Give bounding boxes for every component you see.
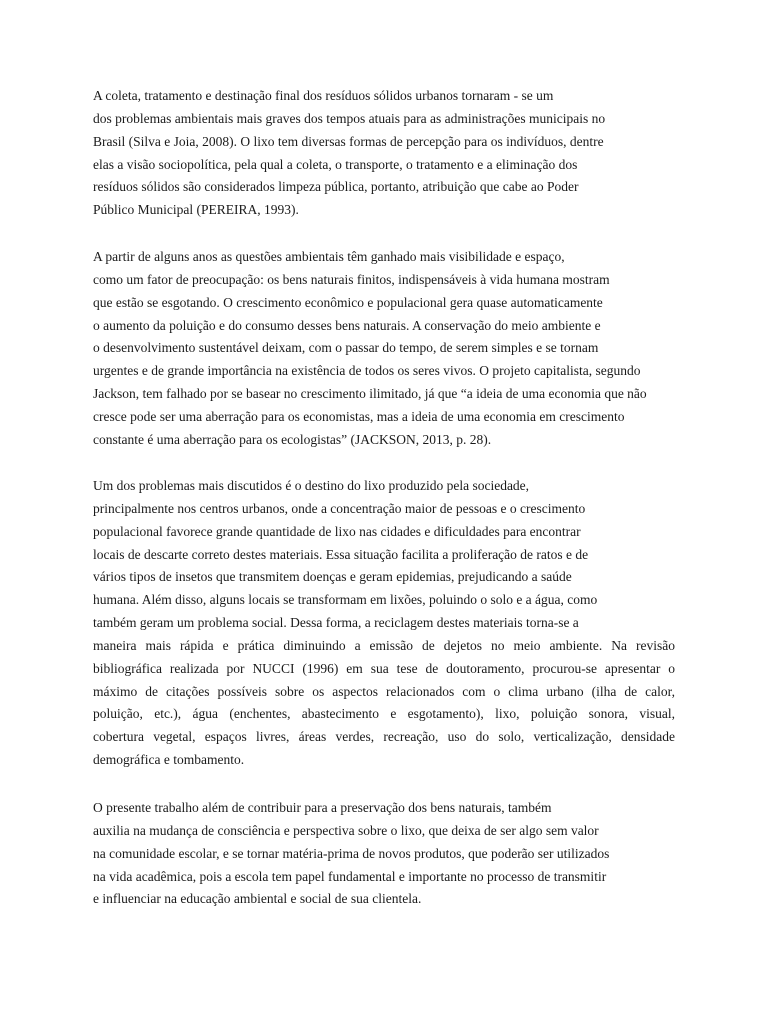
paragraph-2 <box>93 246 675 452</box>
text-line: A coleta, tratamento e destinação final dos resíduos sólidos urbanos tornaram - se um <box>93 88 554 103</box>
text-line: o aumento da poluição e do consumo desses bens naturais. A conservação do meio ambiente e <box>93 317 601 333</box>
text-line: urgentes e de grande importância na existência de todos os seres vivos. O projeto capitalista, segundo <box>93 363 641 379</box>
text-line: principalmente nos centros urbanos, onde a concentração maior de pessoas e o crescimento <box>93 500 586 516</box>
text-line: populacional favorece grande quantidade de lixo nas cidades e dificuldades para encontrar <box>93 523 581 539</box>
text-line: Brasil (Silva e Joia, 2008). O lixo tem diversas formas de percepção para os indivíduos, dentre <box>93 133 604 149</box>
text-line: auxilia na mudança de consciência e perspectiva sobre o lixo, que deixa de ser algo sem valor <box>93 822 599 838</box>
text-line: Um dos problemas mais discutidos é o destino do lixo produzido pela sociedade, <box>93 478 530 493</box>
text-line: cobertura vegetal, espaços livres, áreas verdes, recreação, uso do solo, verticalização, densidade <box>93 729 675 745</box>
text-line: locais de descarte correto destes materiais. Essa situação facilita a proliferação de ratos e de <box>93 546 589 562</box>
text-line: Público Municipal (PEREIRA, 1993). <box>93 202 299 218</box>
text-line: demográfica e tombamento. <box>93 752 245 768</box>
text-line: bibliográfica realizada por NUCCI (1996) em sua tese de doutoramento, procurou-se apresentar o <box>93 660 675 676</box>
text-line: constante é uma aberração para os ecologistas” (JACKSON, 2013, p. 28). <box>93 431 492 447</box>
text-line: e influenciar na educação ambiental e social de sua clientela. <box>93 891 422 907</box>
text-line: também geram um problema social. Dessa forma, a reciclagem destes materiais torna-se a <box>93 615 579 631</box>
text-line: elas a visão sociopolítica, pela qual a coleta, o transporte, o tratamento e a eliminação dos <box>93 156 578 172</box>
text-line: na comunidade escolar, e se tornar matéria-prima de novos produtos, que poderão ser utilizados <box>93 845 610 861</box>
text-line: como um fator de preocupação: os bens naturais finitos, indispensáveis à vida humana mostram <box>93 271 610 287</box>
text-line: O presente trabalho além de contribuir para a preservação dos bens naturais, também <box>93 800 552 815</box>
text-line: máximo de citações possíveis sobre os aspectos relacionados com o clima urbano (ilha de calor, <box>93 683 675 699</box>
text-line: vários tipos de insetos que transmitem doenças e geram epidemias, prejudicando a saúde <box>93 569 572 585</box>
text-line: dos problemas ambientais mais graves dos tempos atuais para as administrações municipais no <box>93 110 606 126</box>
text-line: Jackson, tem falhado por se basear no crescimento ilimitado, já que “a ideia de uma economia que não <box>93 386 647 402</box>
text-line: humana. Além disso, alguns locais se transformam em lixões, poluindo o solo e a água, como <box>93 592 598 608</box>
text-line: na vida acadêmica, pois a escola tem papel fundamental e importante no processo de transmitir <box>93 868 607 884</box>
text-line: A partir de alguns anos as questões ambientais têm ganhado mais visibilidade e espaço, <box>93 249 565 264</box>
text-line: o desenvolvimento sustentável deixam, com o passar do tempo, de serem simples e se tornam <box>93 340 599 356</box>
paragraph-4 <box>93 797 675 911</box>
text-line: resíduos sólidos são considerados limpeza pública, portanto, atribuição que cabe ao Poder <box>93 179 579 195</box>
text-line: maneira mais rápida e prática diminuindo a emissão de dejetos no meio ambiente. Na revisão <box>93 637 675 653</box>
text-line: poluição, etc.), água (enchentes, abastecimento e esgotamento), lixo, poluição sonora, visual, <box>93 706 675 722</box>
paragraph-3 <box>93 475 675 772</box>
text-line: que estão se esgotando. O crescimento econômico e populacional gera quase automaticamente <box>93 294 603 310</box>
text-line: cresce pode ser uma aberração para os economistas, mas a ideia de uma economia em crescimento <box>93 408 625 424</box>
paragraph-1 <box>93 85 675 222</box>
